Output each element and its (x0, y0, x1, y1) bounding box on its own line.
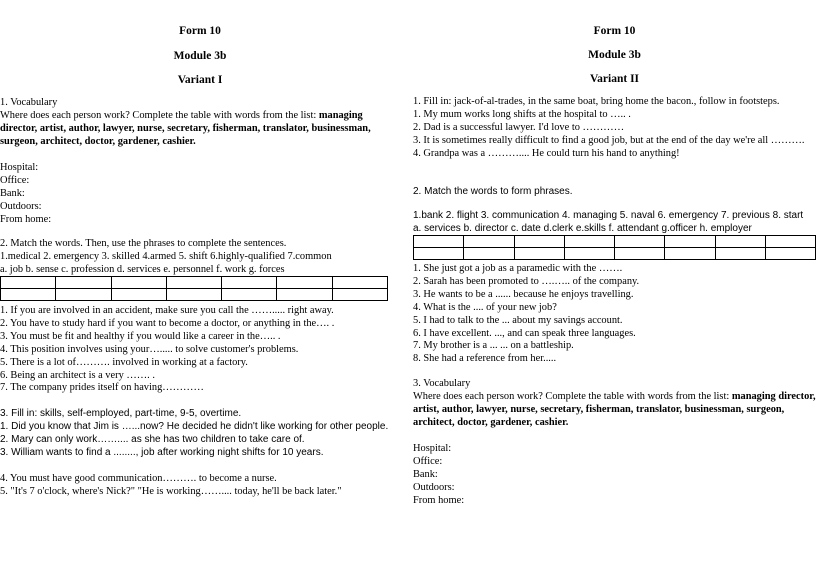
workplace-item: Bank: (413, 468, 438, 480)
sentence: 4. This position involves using your…..... to solve customer's problems. (0, 343, 299, 355)
exercise-3-vocabulary (413, 378, 816, 430)
sentence: 4. You must have good communication………. to become a nurse. (0, 473, 277, 484)
sentence: 6. I have excellent. ..., and can speak three languages. (413, 327, 636, 339)
sentence: 1. If you are involved in an accident, make sure you call the ……..... right away. (0, 305, 334, 316)
sentence: 5. There is a lot of………. involved in working at a factory. (0, 356, 248, 368)
exercise-title: 1. Vocabulary (0, 97, 58, 108)
module-heading: Module 3b (173, 50, 227, 62)
sentence: 3. You must be fit and healthy if you would like a career in the….. . (0, 330, 281, 342)
word-list-numbers: 1.bank 2. flight 3. communication 4. managing 5. naval 6. emergency 7. previous 8. start (413, 210, 804, 221)
exercise-title: 3. Vocabulary (413, 378, 471, 389)
workplace-item: Hospital: (0, 162, 39, 173)
workplace-list (413, 443, 816, 508)
workplace-item: From home: (0, 213, 52, 225)
exercise-3-more-sentences (0, 473, 400, 499)
sentence: 5. I had to talk to the ... about my savings account. (413, 314, 623, 326)
sentence: 2. Sarah has been promoted to ….….. of the company. (413, 275, 640, 287)
sentence: 3. William wants to find a ........, job after working night shifts for 10 years. (0, 446, 324, 458)
sentence: 1. My mum works long shifts at the hospital to ….. . (413, 108, 631, 120)
exercise-2-sentences (0, 305, 400, 395)
answer-grid (413, 235, 816, 260)
exercise-title: 3. Fill in: skills, self-employed, part-time, 9-5, overtime. (0, 408, 242, 419)
workplace-item: Bank: (0, 187, 25, 199)
exercise-instruction: Where does each person work? Complete the table with words from the list: managing director, artist, author, lawyer, nurse, secretary, fisherman, translator, businessman, surgeon, architect, doctor, gardener, cashier. (0, 109, 371, 147)
sentence: 6. Being an architect is a very ……. . (0, 369, 155, 381)
sentence: 4. What is the .... of your new job? (413, 301, 557, 313)
exercise-2-word-list (413, 210, 816, 236)
sentence: 3. He wants to be a ...... because he enjoys travelling. (413, 288, 634, 300)
workplace-item: From home: (413, 494, 465, 506)
exercise-2-match (0, 238, 400, 277)
exercise-instruction: Where does each person work? Complete the table with words from the list: managing director, artist, author, lawyer, nurse, secretary, fisherman, translator, businessman, surgeon, architect, doctor, gardener, cashier. (413, 390, 816, 428)
variant-heading: Variant I (177, 74, 223, 86)
exercise-1-vocabulary (0, 97, 400, 149)
workplace-item: Outdoors: (413, 481, 455, 493)
sentence: 4. Grandpa was a ……….... He could turn his hand to anything! (413, 147, 680, 159)
form-heading: Form 10 (179, 25, 221, 37)
workplace-item: Hospital: (413, 443, 452, 454)
exercise-3-fill-in (0, 408, 400, 460)
variant-heading: Variant II (589, 73, 640, 85)
module-heading: Module 3b (588, 49, 641, 61)
exercise-title: 1. Fill in: jack-of-al-trades, in the same boat, bring home the bacon., follow in footsteps. (413, 96, 780, 107)
form-heading: Form 10 (593, 25, 636, 37)
exercise-title: 2. Match the words. Then, use the phrases to complete the sentences. (0, 238, 287, 249)
answer-grid (0, 276, 388, 301)
word-list-numbers: 1.medical 2. emergency 3. skilled 4.armed 5. shift 6.highly-qualified 7.common (0, 250, 332, 262)
word-list-letters: a. job b. sense c. profession d. services e. personnel f. work g. forces (0, 263, 285, 275)
exercise-1-fill-in (413, 96, 816, 161)
sentence: 3. It is sometimes really difficult to find a good job, but at the end of the day we're all ………. (413, 134, 805, 146)
sentence: 2. Dad is a successful lawyer. I'd love to ………… (413, 121, 625, 133)
sentence: 7. The company prides itself on having………… (0, 382, 204, 394)
workplace-item: Outdoors: (0, 200, 42, 212)
word-list: managing director, artist, author, lawyer, nurse, secretary, fisherman, translator, businessman, surgeon, architect, doctor, gardener, cashier. (0, 109, 371, 147)
sentence: 5. "It's 7 o'clock, where's Nick?" "He is working…….... today, he'll be back later." (0, 485, 342, 497)
workplace-item: Office: (0, 174, 30, 186)
sentence: 7. My brother is a ... ... on a battleship. (413, 340, 574, 352)
sentence: 8. She had a reference from her..... (413, 353, 557, 365)
word-list: managing director, artist, author, lawyer, nurse, secretary, fisherman, translator, businessman, surgeon, architect, doctor, gardener, cashier. (413, 390, 816, 428)
sentence: 2. Mary can only work…….... as she has two children to take care of. (0, 433, 305, 445)
exercise-2-title: 2. Match the words to form phrases. (413, 186, 573, 197)
workplace-item: Office: (413, 455, 443, 467)
sentence: 2. You have to study hard if you want to become a doctor, or anything in the…. . (0, 317, 335, 329)
workplace-list (0, 162, 400, 227)
exercise-2-sentences (413, 263, 816, 366)
word-list-letters: a. services b. director c. date d.clerk e.skills f. attendant g.officer h. employer (413, 222, 752, 234)
sentence: 1. She just got a job as a paramedic with the ……. (413, 263, 623, 274)
sentence: 1. Did you know that Jim is …...now? He decided he didn't like working for other people. (0, 420, 389, 432)
